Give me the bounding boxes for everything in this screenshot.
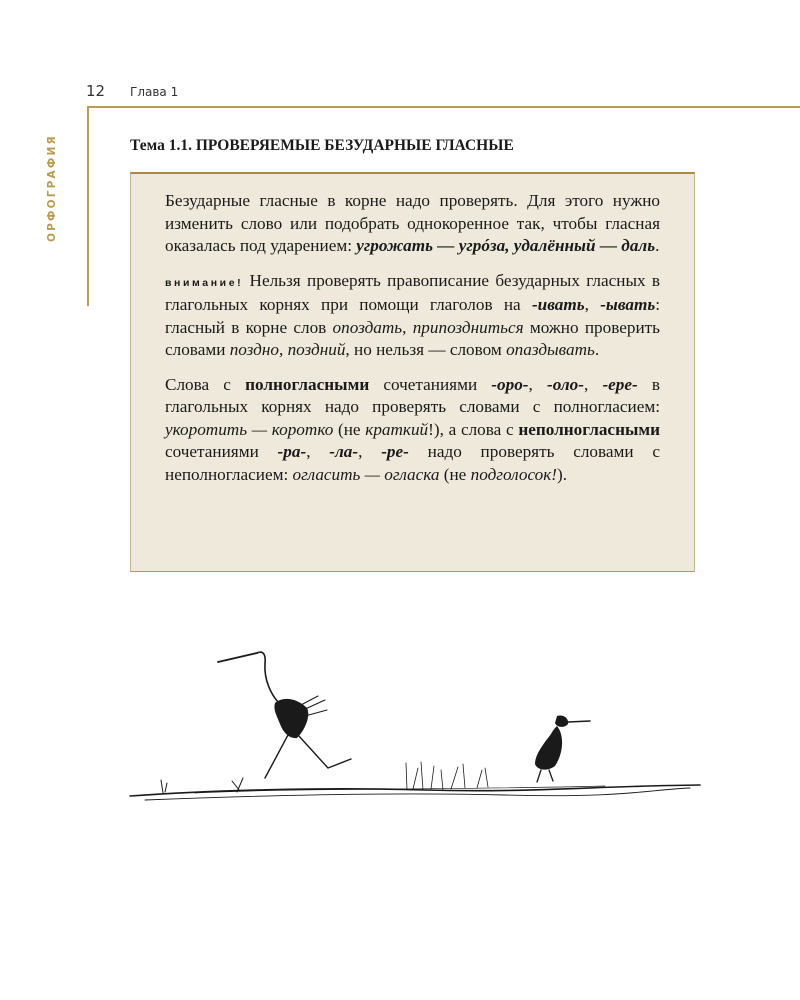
letter-combination: -ере- (602, 374, 638, 394)
letter-combination: -оло- (546, 374, 584, 394)
topic-title: Тема 1.1. ПРОВЕРЯЕМЫЕ БЕЗУДАРНЫЕ ГЛАСНЫЕ (130, 137, 514, 154)
example-word: опоздать (332, 317, 403, 337)
example-word: поздний (287, 340, 346, 359)
example-word: подголосок! (470, 464, 558, 484)
attention-label: внимание! (165, 276, 244, 289)
example-word: поздно (229, 340, 279, 359)
term: неполногласными (518, 419, 660, 439)
suffix: -ывать (600, 295, 656, 314)
letter-combination: -оро- (491, 374, 529, 394)
header-rule (87, 106, 800, 108)
text: , (584, 374, 603, 394)
text: (не (333, 419, 366, 439)
heron-1-body (274, 699, 308, 738)
letter-combination: -ла- (329, 442, 359, 461)
rule-paragraph-2 (165, 270, 660, 362)
text: сочетаниями (165, 442, 278, 461)
text: надо проверять словами с неполногласием: (165, 442, 660, 484)
text: , (402, 317, 413, 337)
text: , (358, 442, 382, 461)
text: можно проверить словами (165, 317, 660, 359)
chapter-label: Глава 1 (130, 85, 179, 99)
text: !), а слова с (428, 419, 519, 439)
example-word-pair: укоротить — коротко (165, 419, 334, 439)
heron-2-head (555, 715, 568, 726)
heron-1-beak (218, 653, 257, 662)
text: , (278, 340, 288, 359)
text: Безударные гласные в корне надо проверять. Для этого нужно изменить слово или подобрать однокоренное так, чтобы гласная оказалась под ударением: (165, 191, 660, 255)
example-word-pair: огласить — огласка (292, 464, 440, 484)
example-word: припоздниться (412, 317, 524, 337)
term: полногласными (245, 374, 370, 394)
heron-2-beak (568, 721, 590, 722)
text: Нельзя проверять правописание безударных гласных в глагольных корнях при помощи глаголов на (165, 270, 660, 314)
rule-paragraph-1 (165, 190, 660, 258)
example-word-pairs: угрожать — угрóза, удалённый — даль (356, 236, 656, 255)
section-label: ОРФОГРАФИЯ (46, 134, 58, 242)
rule-paragraph-3 (165, 374, 660, 487)
heron-1-neck (257, 652, 278, 702)
suffix: -ивать (531, 295, 585, 314)
text: Слова с (165, 374, 246, 394)
heron-2-legs (537, 770, 553, 782)
letter-combination: -ре- (381, 442, 409, 461)
grass-tuft (406, 762, 488, 790)
sidebar-rule (87, 106, 89, 306)
heron-illustration (125, 640, 705, 820)
text: сочетаниями (369, 374, 492, 394)
text: (не (439, 464, 471, 484)
text: , (584, 295, 601, 314)
text: : гласный в корне слов (165, 295, 661, 337)
example-word: краткий (365, 419, 429, 439)
text: . (655, 236, 660, 255)
text: ). (557, 464, 568, 484)
example-word: опаздывать (506, 340, 595, 359)
rule-box (130, 172, 695, 572)
letter-combination: -ра- (277, 442, 307, 461)
page-number: 12 (86, 82, 106, 100)
text: , но нельзя — словом (345, 340, 507, 359)
text: . (594, 340, 600, 359)
heron-2-body (535, 726, 562, 770)
text: , (306, 442, 330, 461)
heron-1-legs (265, 735, 351, 778)
text: в глагольных корнях надо проверять словами с полногласием: (165, 374, 661, 416)
text: , (528, 374, 547, 394)
